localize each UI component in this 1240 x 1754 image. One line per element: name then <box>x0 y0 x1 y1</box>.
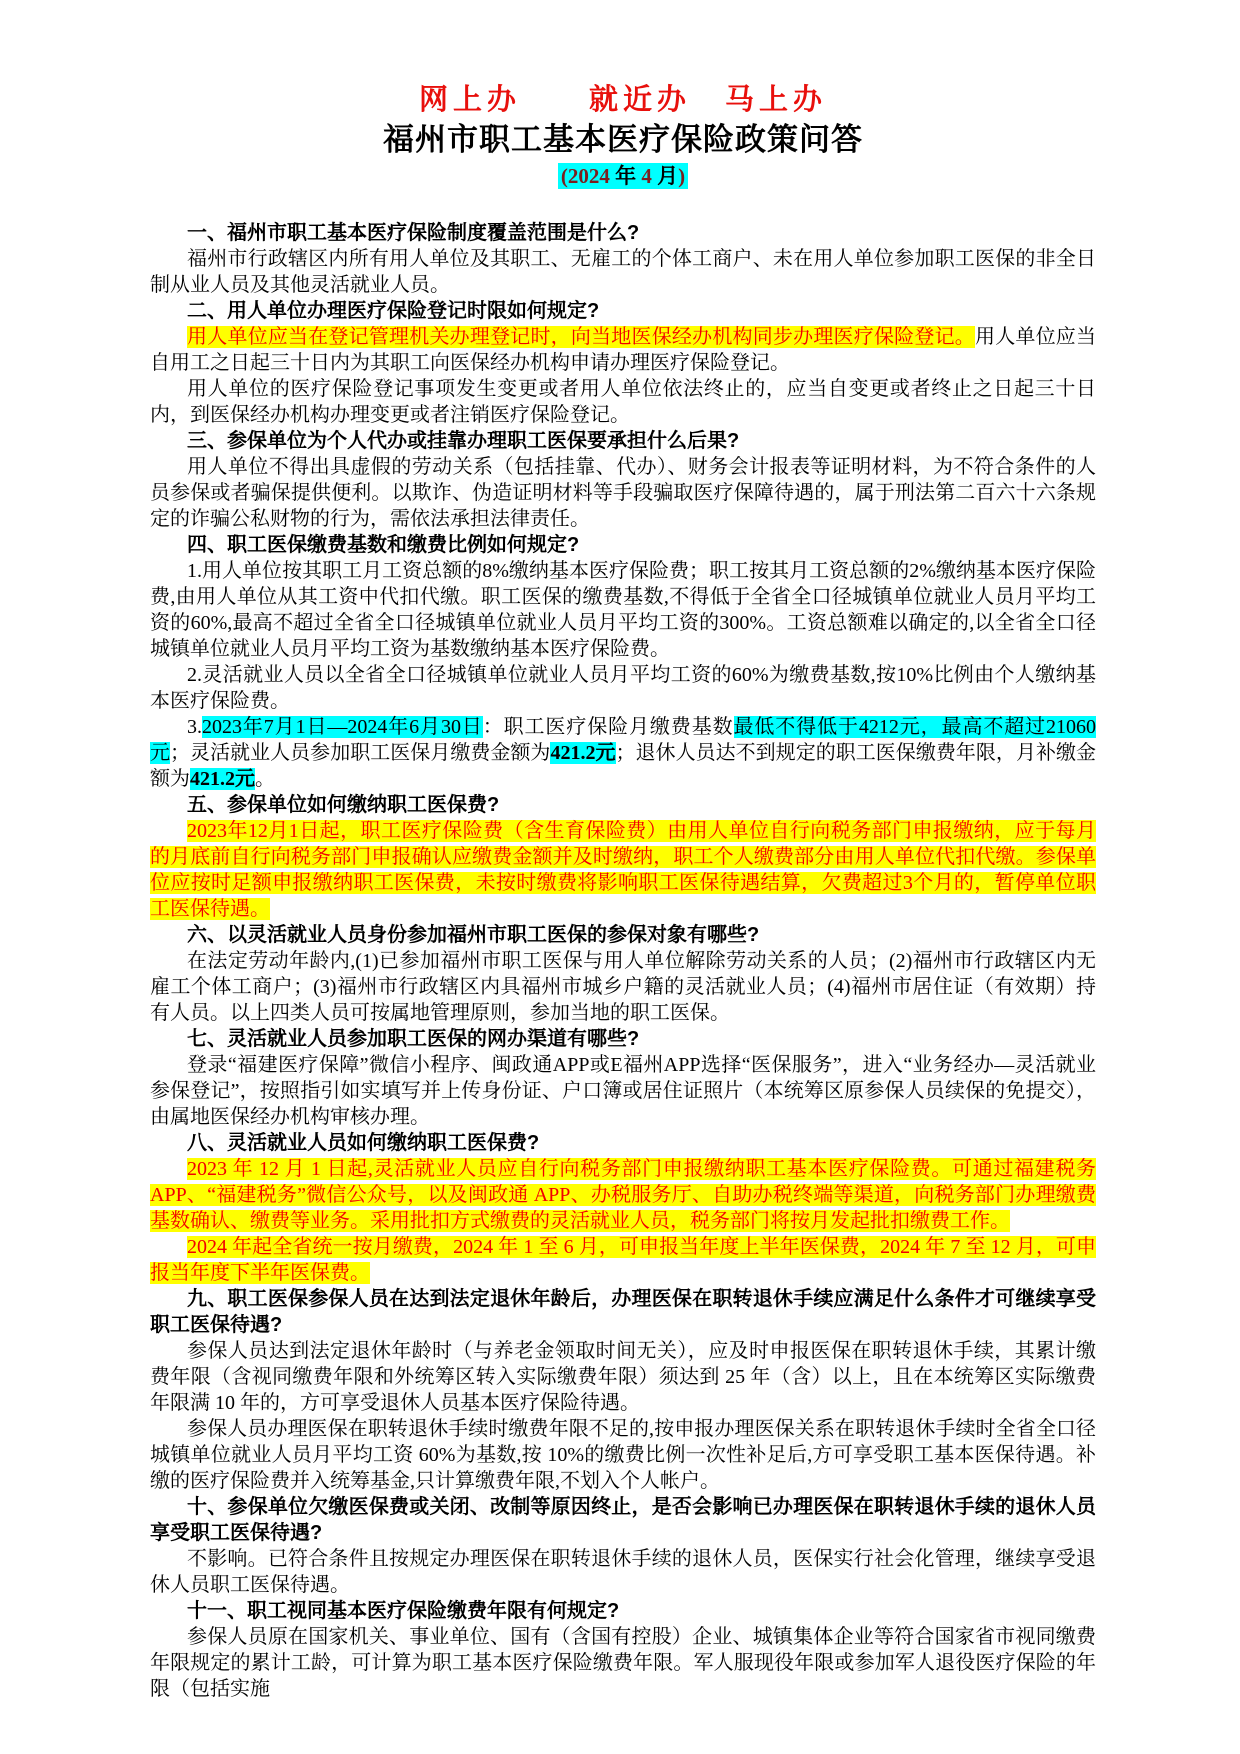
date-part: (2024 <box>560 164 610 188</box>
text-run: 福州市行政辖区内所有用人单位及其职工、无雇工的个体工商户、未在用人单位参加职工医保的非全日制从业人员及其他灵活就业人员。 <box>150 248 1096 296</box>
text-run: 不影响。已符合条件且按规定办理医保在职转退休手续的退休人员，医保实行社会化管理，继续享受退休人员职工医保待遇。 <box>150 1548 1096 1596</box>
answer-paragraph <box>150 1234 1096 1286</box>
text-run: 登录“福建医疗保障”微信小程序、闽政通APP或E福州APP选择“医保服务”，进入“业务经办—灵活就业参保登记”，按照指引如实填写并上传身份证、户口簿或居住证照片（本统筹区原参保人员续保的免提交），由属地医保经办机构审核办理。 <box>150 1054 1096 1128</box>
question-heading: 五、参保单位如何缴纳职工医保费? <box>187 794 500 816</box>
date-part: 4 <box>641 164 652 188</box>
text-run: 2023年12月1日起，职工医疗保险费（含生育保险费）由用人单位自行向税务部门申报缴纳，应于每月的月底前自行向税务部门申报确认应缴费金额并及时缴纳，职工个人缴费部分由用人单位代扣代缴。参保单位应按时足额申报缴纳职工医保费，未按时缴费将影响职工医保待遇结算，欠费超过3个月的，暂停单位职工医保待遇。 <box>150 820 1096 920</box>
text-run: 用人单位应当自用工之日起三十日内为其职工向医保经办机构申请办理医疗保险登记。 <box>150 326 1097 374</box>
answer-paragraph <box>150 324 1096 376</box>
question-heading: 九、职工医保参保人员在达到法定退休年龄后，办理医保在职转退休手续应满足什么条件才可继续享受职工医保待遇? <box>150 1288 1096 1336</box>
text-run: ；退休人员达不到规定的职工医保缴费年限，月补缴金额为 <box>150 742 1097 790</box>
text-run: 在法定劳动年龄内,(1)已参加福州市职工医保与用人单位解除劳动关系的人员；(2)福州市行政辖区内无雇工个体工商户；(3)福州市行政辖区内具福州市城乡户籍的灵活就业人员；(4)福州市居住证（有效期）持有人员。以上四类人员可按属地管理原则，参加当地的职工医保。 <box>150 950 1096 1024</box>
answer-paragraph <box>150 1624 1096 1702</box>
question-heading: 二、用人单位办理医疗保险登记时限如何规定? <box>187 300 600 322</box>
text-run: 用人单位的医疗保险登记事项发生变更或者用人单位依法终止的，应当自变更或者终止之日起三十日内，到医保经办机构办理变更或者注销医疗保险登记。 <box>150 378 1096 426</box>
answer-paragraph <box>150 662 1096 714</box>
text-run: ：职工医疗保险月缴费基数 <box>482 716 734 738</box>
text-run: ；灵活就业人员参加职工医保月缴费金额为 <box>170 742 551 764</box>
answer-paragraph <box>150 454 1096 532</box>
question-heading: 八、灵活就业人员如何缴纳职工医保费? <box>187 1132 540 1154</box>
qa-sections <box>150 220 1096 1702</box>
answer-paragraph <box>150 376 1096 428</box>
text-run: 3. <box>187 716 202 738</box>
answer-paragraph <box>150 558 1096 662</box>
answer-paragraph <box>150 246 1096 298</box>
text-run: 。 <box>255 768 275 790</box>
text-run: 421.2元 <box>190 768 255 790</box>
question-heading: 十一、职工视同基本医疗保险缴费年限有何规定? <box>187 1600 620 1622</box>
answer-paragraph <box>150 818 1096 922</box>
question-heading: 七、灵活就业人员参加职工医保的网办渠道有哪些? <box>187 1028 640 1050</box>
answer-paragraph <box>150 948 1096 1026</box>
text-run: 用人单位不得出具虚假的劳动关系（包括挂靠、代办）、财务会计报表等证明材料，为不符合条件的人员参保或者骗保提供便利。以欺诈、伪造证明材料等手段骗取医疗保障待遇的，属于刑法第二百六十六条规定的诈骗公私财物的行为，需依法承担法律责任。 <box>150 456 1096 530</box>
date-badge <box>558 163 688 189</box>
text-run: 2.灵活就业人员以全省全口径城镇单位就业人员月平均工资的60%为缴费基数,按10%比例由个人缴纳基本医疗保险费。 <box>150 664 1096 712</box>
slogan-banner: 网上办 就近办 马上办 <box>418 84 827 116</box>
text-run: 用人单位应当在登记管理机关办理登记时，向当地医保经办机构同步办理医疗保险登记。 <box>187 326 975 348</box>
answer-paragraph <box>150 1338 1096 1416</box>
date-part: 月 <box>651 164 679 188</box>
text-run: 参保人员办理医保在职转退休手续时缴费年限不足的,按申报办理医保关系在职转退休手续时全省全口径城镇单位就业人员月平均工资 60%为基数,按 10%的缴费比例一次性补足后,方可享受职工基本医保待遇。补缴的医疗保险费并入统筹基金,只计算缴费年限,不划入个人帐户。 <box>150 1418 1096 1492</box>
text-run: 最低不得低于4212元，最高不超过21060元 <box>150 716 1097 764</box>
text-run: 2024 年起全省统一按月缴费，2024 年 1 至 6 月，可申报当年度上半年医保费，2024 年 7 至 12 月，可申报当年度下半年医保费。 <box>150 1236 1096 1284</box>
subtitle-row <box>150 163 1096 192</box>
question-heading: 四、职工医保缴费基数和缴费比例如何规定? <box>187 534 580 556</box>
date-part: ) <box>678 164 686 188</box>
text-run: 参保人员原在国家机关、事业单位、国有（含国有控股）企业、城镇集体企业等符合国家省市视同缴费年限规定的累计工龄，可计算为职工基本医疗保险缴费年限。军人服现役年限或参加军人退役医疗保险的年限（包括实施 <box>150 1626 1096 1700</box>
answer-paragraph <box>150 714 1096 792</box>
question-heading: 十、参保单位欠缴医保费或关闭、改制等原因终止，是否会影响已办理医保在职转退休手续的退休人员享受职工医保待遇? <box>150 1496 1096 1544</box>
answer-paragraph <box>150 1156 1096 1234</box>
text-run: 参保人员达到法定退休年龄时（与养老金领取时间无关），应及时申报医保在职转退休手续，其累计缴费年限（含视同缴费年限和外统筹区转入实际缴费年限）须达到 25 年（含）以上，且在本统筹区实际缴费年限满 10 年的，方可享受退休人员基本医疗保险待遇。 <box>150 1340 1096 1414</box>
text-run: 421.2元 <box>550 742 616 764</box>
answer-paragraph <box>150 1546 1096 1598</box>
document-title: 福州市职工基本医疗保险政策问答 <box>383 122 863 157</box>
question-heading: 三、参保单位为个人代办或挂靠办理职工医保要承担什么后果? <box>187 430 740 452</box>
question-heading: 一、福州市职工基本医疗保险制度覆盖范围是什么? <box>187 222 640 244</box>
date-part: 年 <box>609 164 642 188</box>
question-heading: 六、以灵活就业人员身份参加福州市职工医保的参保对象有哪些? <box>187 924 760 946</box>
text-run: 2023年7月1日—2024年6月30日 <box>202 716 483 738</box>
answer-paragraph <box>150 1052 1096 1130</box>
text-run: 2023 年 12 月 1 日起,灵活就业人员应自行向税务部门申报缴纳职工基本医疗保险费。可通过福建税务 APP、“福建税务”微信公众号，以及闽政通 APP、办税服务厅、自助办税终端等渠道，向税务部门办理缴费基数确认、缴费等业务。采用批扣方式缴费的灵活就业人员，税务部门将按月发起批扣缴费工作。 <box>150 1158 1096 1232</box>
text-run: 1.用人单位按其职工月工资总额的8%缴纳基本医疗保险费；职工按其月工资总额的2%缴纳基本医疗保险费,由用人单位从其工资中代扣代缴。职工医保的缴费基数,不得低于全省全口径城镇单位就业人员月平均工资的60%,最高不超过全省全口径城镇单位就业人员月平均工资的300%。工资总额难以确定的,以全省全口径城镇单位就业人员月平均工资为基数缴纳基本医疗保险费。 <box>150 560 1096 660</box>
answer-paragraph <box>150 1416 1096 1494</box>
